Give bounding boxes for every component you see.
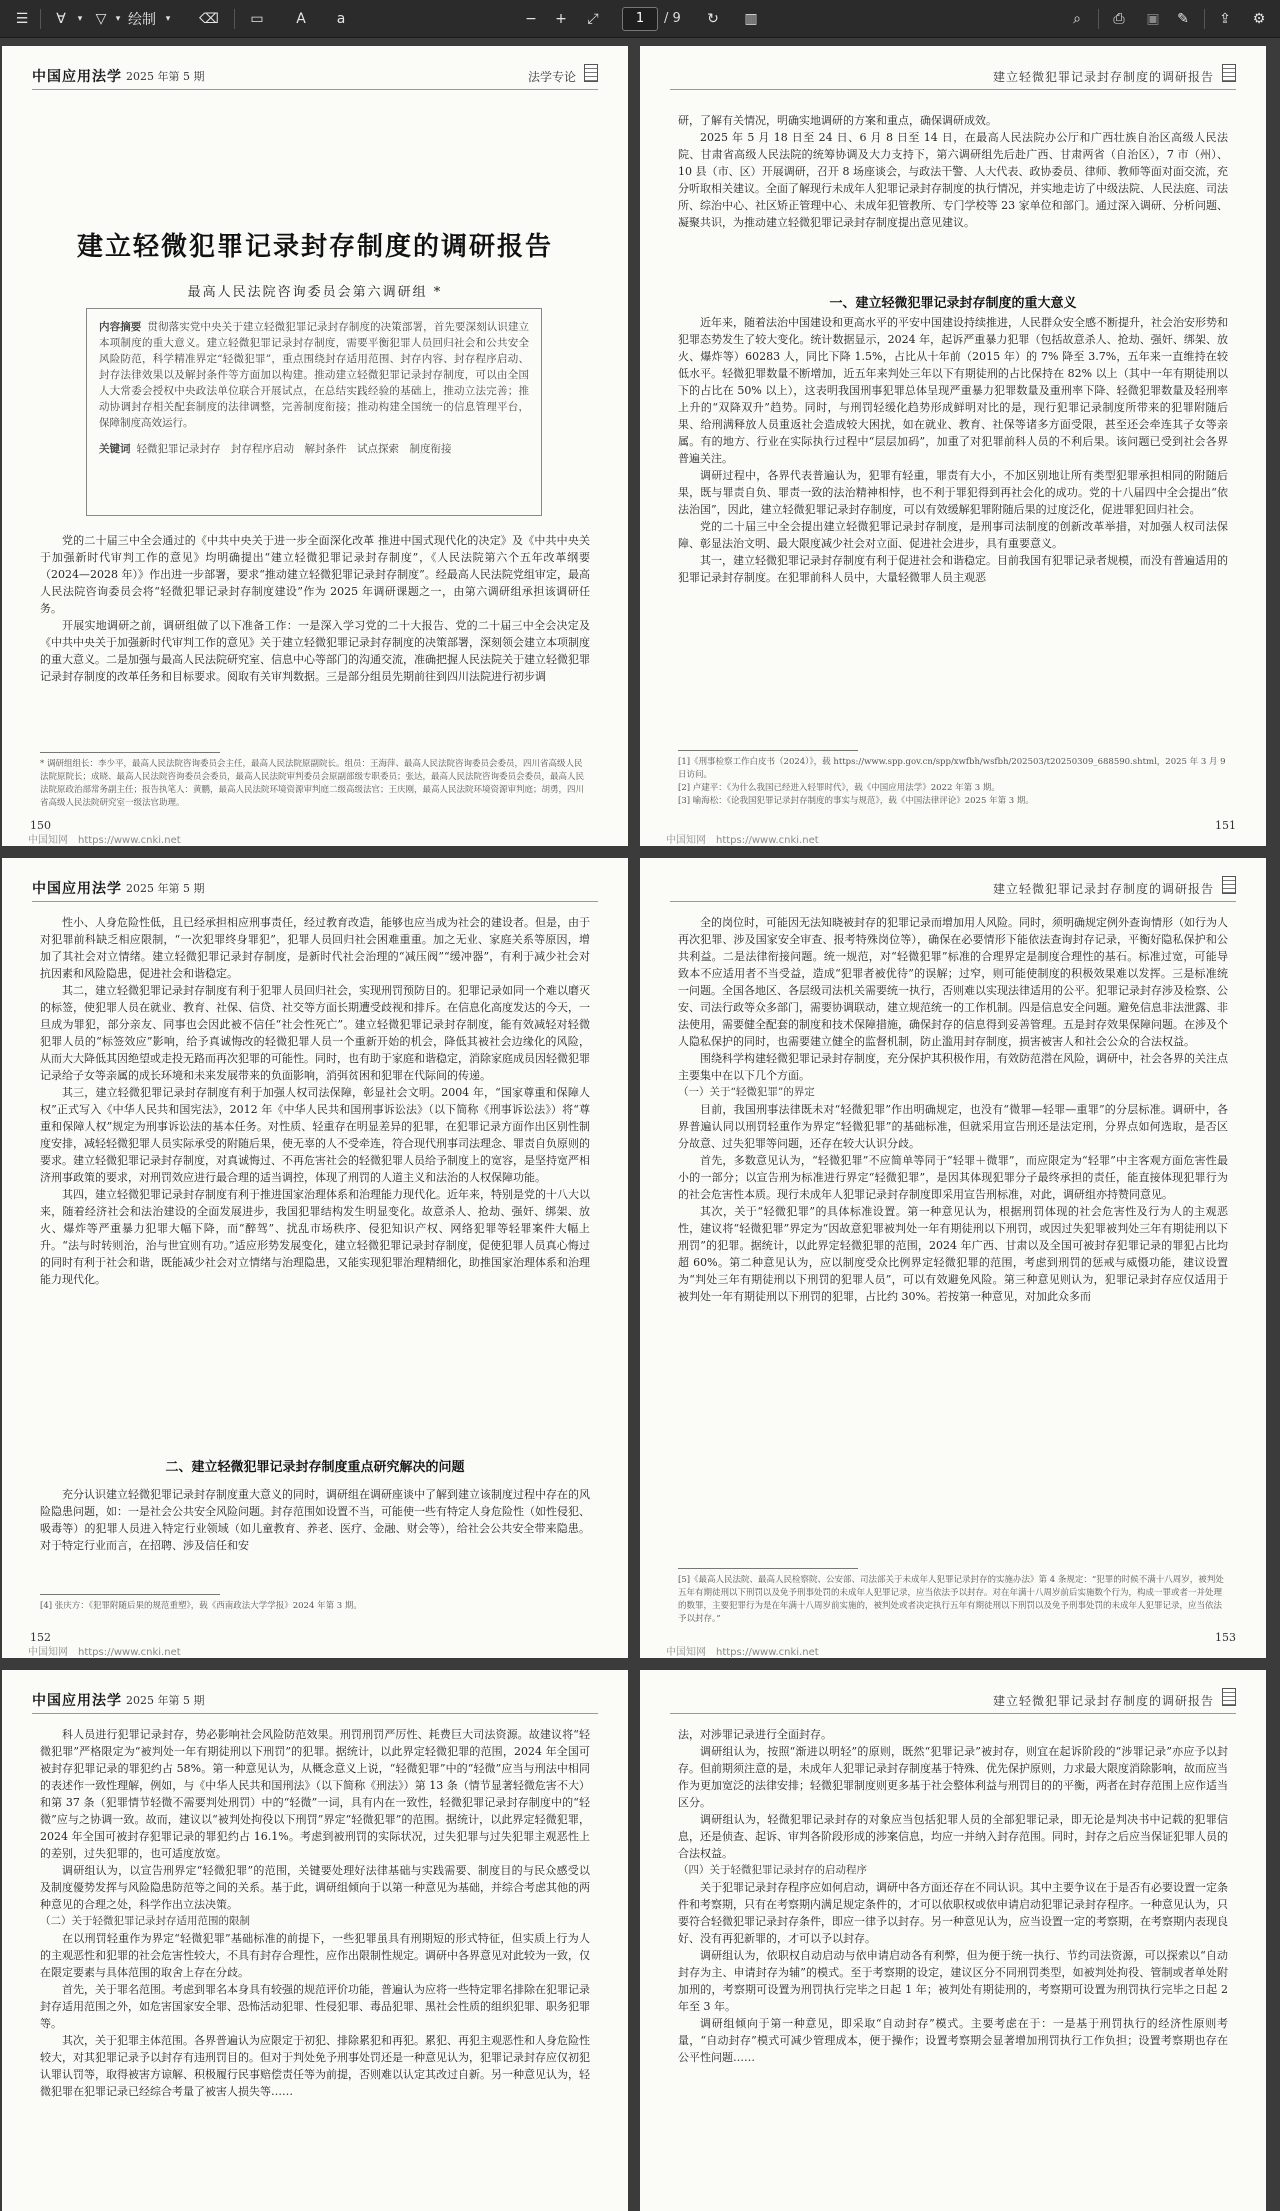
pdf-page-155[interactable] [640, 1670, 1266, 2211]
paragraph: 首先，多数意见认为，“轻微犯罪”不应简单等同于“轻罪＋微罪”，而应限定为“轻罪”中主客观方面危害性最小的一部分；以宣告刑为标准进行界定“轻微犯罪”，是因其体现犯罪分子最终承担的责任，能直接体现犯罪行为的社会危害性本质。现行未成年人犯罪记录封存制度即采用宣告刑标准，对此，调研组亦持赞同意见。 [678, 1154, 1228, 1201]
page-number: 152 [30, 1631, 51, 1644]
keywords [99, 441, 529, 457]
page-view-icon[interactable]: ▥ [744, 11, 758, 27]
save-icon[interactable]: ▣ [1146, 11, 1160, 27]
draw-label: 绘制 [128, 12, 156, 28]
body-text [40, 1726, 590, 2100]
highlighter-icon[interactable]: ∀ [56, 11, 66, 27]
paragraph: 其次，关于犯罪主体范围。各界普遍认为应限定于初犯、排除累犯和再犯。累犯、再犯主观恶性和人身危险性较大，对其犯罪记录予以封存有违刑罚目的。但对于判处免予刑事处罚还是一种意见认为，犯罪记录封存应仅初犯认罪认罚等，取得被害方谅解、积极履行民事赔偿责任等为前提，否则难以认定其改过自新。另一种意见认为，轻微犯罪在犯罪记录已经综合考量了被害人损失等…… [40, 2034, 590, 2098]
pdf-page-153[interactable] [640, 858, 1266, 1658]
footnote: [1]《刑事检察工作白皮书（2024）》，载 https://www.spp.gov.cn/spp/xwfbh/wsfbh/202503/t20250309_688590.shtml，2025 年 3 月 9 日访问。 [678, 757, 1226, 780]
cnki-watermark: 中国知网 https://www.cnki.net [666, 1647, 819, 1658]
toolbar-separator [1204, 9, 1205, 29]
body-text [40, 1486, 590, 1554]
footnote: [4] 张庆方：《犯罪附随后果的规范重塑》，载《西南政法大学学报》2024 年第 3 期。 [40, 1601, 362, 1611]
filter-icon[interactable]: ▽ [95, 11, 107, 27]
paragraph: 党的二十届三中全会通过的《中共中央关于进一步全面深化改革 推进中国式现代化的决定》及《中共中央关于加强新时代审判工作的意见》均明确提出“建立轻微犯罪记录封存制度”，《人民法院第六个五年改革纲要（2024—2028 年）》作出进一步部署，要求“推动建立轻微犯罪记录封存制度”。经最高人民法院党组审定，最高人民法院咨询委员会将“轻微犯罪记录封存制度建设”作为 2025 年调研课题之一，由第六调研组承担该调研任务。 [40, 534, 590, 615]
footnote: [5]《最高人民法院、最高人民检察院、公安部、司法部关于未成年人犯罪记录封存的实施办法》第 4 条规定：“犯罪的时候不满十八周岁，被判处五年有期徒刑以下刑罚以及免予刑事处罚的未成年人犯罪记录，应当依法予以封存。对在年满十八周岁前后实施数个行为，构成一罪或者一并处理的数罪，主要犯罪行为是在年满十八周岁前实施的，被判处或者决定执行五年有期徒刑以下刑罚以及免予刑事处罚的未成年人犯罪记录，应当依法予以封存。” [678, 1575, 1224, 1624]
issue-label: 2025 年第 5 期 [126, 70, 205, 83]
journal-logo: 中国应用法学 [32, 1693, 122, 1709]
paragraph: 2025 年 5 月 18 日至 24 日、6 月 8 日至 14 日，在最高人民法院办公厅和广西壮族自治区高级人民法院、甘肃省高级人民法院的统筹协调及大力支持下，第六调研组先后赴广西、甘肃两省（自治区），7 市（州）、10 县（市、区）开展调研，召开 8 场座谈会，与政法干警、人大代表、政协委员、律师、教师等面对面交流，充分听取相关建议。全面了解现行未成年人犯罪记录封存制度的执行情况，并实地走访了中级法院、人民法庭、司法所、综治中心、社区矫正管理中心、未成年犯管教所、专门学校等 23 家单位和部门。通过深入调研、分析问题、凝聚共识，为推动建立轻微犯罪记录封存制度提出意见建议。 [678, 131, 1228, 229]
cnki-watermark: 中国知网 https://www.cnki.net [666, 835, 819, 846]
body-text [678, 1726, 1228, 2066]
footnote-rule [678, 750, 858, 751]
running-title: 建立轻微犯罪记录封存制度的调研报告 [992, 70, 1214, 84]
document-icon [584, 64, 598, 82]
body-text [40, 532, 590, 685]
settings-gear-icon[interactable]: ⚙ [1252, 11, 1266, 27]
read-aloud-button[interactable] [328, 6, 354, 32]
fit-page-icon[interactable]: ⤢ [587, 11, 599, 27]
document-icon [1222, 876, 1236, 894]
pdf-page-150[interactable] [2, 46, 628, 846]
body-text [678, 914, 1228, 1305]
cnki-watermark: 中国知网 https://www.cnki.net [28, 835, 181, 846]
abstract-body: 贯彻落实党中央关于建立轻微犯罪记录封存制度的决策部署，首先要深刻认识建立本项制度的重大意义。建立轻微犯罪记录封存制度，需要平衡犯罪人员回归社会和公共安全风险防范，科学精准界定“轻微犯罪”，重点围绕封存适用范围、封存内容、封存程序启动、封存法律效果以及解封条件等方面加以构建。推动建立轻微犯罪记录封存制度，可以由全国人大常委会授权中央政法单位联合开展试点，在总结实践经验的基础上，推动立法完善；推动协调封存相关配套制度的法律调整，完善制度衔接；推动构建全国统一的信息管理平台，保障制度高效运行。 [99, 321, 530, 429]
page-header [32, 1686, 598, 1714]
keywords-label: 关键词 [99, 443, 131, 455]
text-size-label: A [296, 11, 306, 27]
pdf-page-154[interactable] [2, 1670, 628, 2211]
paragraph: 其一，建立轻微犯罪记录封存制度有利于促进社会和谐稳定。目前我国有犯罪记录者规模，而没有普遍适用的犯罪记录封存制度。在犯罪前科人员中，大量轻微罪人员主观恶 [678, 554, 1228, 584]
paragraph: 在以刑罚轻重作为界定“轻微犯罪”基础标准的前提下，一些犯罪虽具有刑期短的形式特征，但实质上行为人的主观恶性和犯罪的社会危害性较大，不具有封存合理性，应作出限制性规定。调研中各界意见对此较为一致，仅在限定要素与具体范围的取舍上存在分歧。 [40, 1932, 590, 1979]
document-icon [1222, 64, 1236, 82]
page-header [32, 62, 598, 90]
footnote: * 调研组组长：李少平，最高人民法院咨询委员会主任，最高人民法院原副院长。组员：王海萍、最高人民法院咨询委员会委员，四川省高级人民法院原院长；成晓、最高人民法院咨询委员会委员，最高人民法院审判委员会原副部级专职委员；张达，最高人民法院咨询委员会委员，最高人民法院原政治部常务副主任；报告执笔人：黄鹏，最高人民法院环境资源审判庭二级高级法官；王庆刚，最高人民法院环境资源审判庭；胡勇，四川省高级人民法院研究室一级法官助理。 [40, 759, 585, 808]
paragraph: 调研组认为，按照“渐进以明轻”的原则，既然“犯罪记录”被封存，则宜在起诉阶段的“涉罪记录”亦应予以封存。但前期须注意的是，未成年人犯罪记录封存制度基于特殊、优先保护原则，力求最大限度消除影响，故而应当作为更加宽泛的法律安排；轻微犯罪制度则更多基于社会整体利益与刑罚目的的平衡，两者在封存范围上应作适当区分。 [678, 1745, 1228, 1809]
viewer-toolbar [0, 0, 1280, 38]
abstract-text [99, 319, 529, 431]
eraser-icon[interactable]: ⌫ [199, 11, 219, 27]
chevron-down-icon[interactable]: ▾ [77, 14, 83, 24]
page-number: 151 [1215, 819, 1236, 832]
search-icon[interactable]: ⌕ [1073, 11, 1081, 27]
paragraph: 调研组认为，轻微犯罪记录封存的对象应当包括犯罪人员的全部犯罪记录，即无论是判决书中记载的犯罪信息，还是侦查、起诉、审判各阶段形成的涉案信息，均应一并纳入封存范围。同时，封存之后应当保证犯罪人员的合法权益。 [678, 1813, 1228, 1860]
paragraph: 其次，关于“轻微犯罪”的具体标准设置。第一种意见认为，根据刑罚体现的社会危害性及行为人的主观恶性，建议将“轻微犯罪”界定为“因故意犯罪被判处一年有期徒刑以下刑罚，或因过失犯罪被判处三年有期徒刑以下刑罚”的犯罪。据统计，以此界定轻微犯罪的范围，2024 年广西、甘肃以及全国可被封存犯罪记录的罪犯占比均超 60%。第二种意见认为，应以制度受众比例界定轻微犯罪的范围，考虑到刑罚的惩戒与威慑功能，建议设置为“判处三年有期徒刑以下刑罚的犯罪人员”，可以有效避免风险。第三种意见则认为，犯罪记录封存应仅适用于被判处一年有期徒刑以下刑罚的犯罪，占比约 30%。若按第一种意见，对加此众多而 [678, 1205, 1228, 1303]
footnote-rule [678, 1568, 858, 1569]
subsection-heading: （一）关于“轻微犯罪”的界定 [678, 1086, 815, 1098]
paragraph: 全的岗位时，可能因无法知晓被封存的犯罪记录而增加用人风险。同时，须明确规定例外查询情形（如行为人再次犯罪、涉及国家安全审查、报考特殊岗位等），确保在必要情形下能依法查询封存记录，平衡好隐私保护和公共利益。二是法律衔接问题。统一规范，对“轻微犯罪”标准的合理界定是制度合理性的基石。标准过宽，可能导致本不应适用者不当受益，造成“犯罪者被优待”的误解；过窄，则可能使制度的积极效果难以发挥。三是标准统一问题。全国各地区、各层级司法机关需要统一执行，否则难以实现法律适用的公平。犯罪记录封存涉及检察、公安、司法行政等众多部门，需要协调联动，建立规范统一的工作机制。四是信息安全问题。避免信息非法泄露、非法使用，需要健全配套的制度和技术保障措施，确保封存的信息得到妥善管理。五是封存效果保障问题。在涉及个人隐私保护的同时，也需要建立健全的监督机制，防止滥用封存制度，损害被害人和社会公众的合法权益。 [678, 916, 1228, 1048]
toolbar-separator [234, 9, 235, 29]
paragraph: 首先，关于罪名范围。考虑到罪名本身具有较强的规范评价功能，普遍认为应将一些特定罪名排除在犯罪记录封存适用范围之外，如危害国家安全罪、恐怖活动犯罪、性侵犯罪、毒品犯罪、黑社会性质的组织犯罪、职务犯罪等。 [40, 1983, 590, 2030]
paragraph: 法，对涉罪记录进行全面封存。 [678, 1728, 832, 1741]
text-box-icon[interactable]: ▭ [250, 11, 264, 27]
sidebar-toggle-icon[interactable]: ☰ [15, 11, 29, 27]
pdf-page-151[interactable] [640, 46, 1266, 846]
article-author: 最高人民法院咨询委员会第六调研组 * [187, 285, 443, 300]
paragraph: 性小、人身危险性低，且已经承担相应刑事责任，经过教育改造，能够也应当成为社会的建设者。但是，由于对犯罪前科缺乏相应限制，“一次犯罪终身罪犯”，犯罪人员回归社会困难重重。加之无业、家庭关系等原因，增加了其社会对立情绪。建立轻微犯罪记录封存制度，是新时代社会治理的“减压阀”“缓冲器”，有利于减少社会对抗因素和风险隐患，促进社会和谐稳定。 [40, 916, 590, 980]
page-total: / 9 [664, 11, 681, 26]
draw-button[interactable] [124, 6, 160, 32]
page-number: 153 [1215, 1631, 1236, 1644]
paragraph: 科人员进行犯罪记录封存，势必影响社会风险防范效果。刑罚刑罚严厉性、耗费巨大司法资源。故建议将“轻微犯罪”严格限定为“被判处一年有期徒刑以下刑罚”的犯罪。据统计，以此界定轻微犯罪的范围，2024 年全国可被封存犯罪记录的罪犯约占 58%。第一种意见认为，从概念意义上说，“轻微犯罪”中的“轻微”应当与刑法中相同的表述作一致性理解，例如，与《中华人民共和国刑法》（以下简称《刑法》）第 13 条（情节显著轻微危害不大）和第 37 条（犯罪情节轻微不需要判处刑罚）中的“轻微”一词，具有内在一致性，轻微犯罪记录封存制度中的“轻微”应与之协调一致。故而，建议以“被判处拘役以下刑罚”界定“轻微犯罪”的范围。据统计，以此界定轻微犯罪，2024 年全国可被封存犯罪记录的罪犯约占 16.1%。考虑到被刑罚的实际状况，过失犯罪与过失犯罪主观恶性上的差别，过失犯罪的，也可适度放宽。 [40, 1728, 590, 1860]
page-header [670, 1686, 1236, 1714]
chevron-down-icon[interactable]: ▾ [165, 14, 171, 24]
page-number: 150 [30, 819, 51, 832]
body-text [40, 914, 590, 1288]
subsection-heading: （四）关于轻微犯罪记录封存的启动程序 [678, 1864, 867, 1876]
footnote: [3] 喻海松：《论我国犯罪记录封存制度的事实与规范》，载《中国法律评论》2025 年第 3 期。 [678, 796, 1034, 806]
section-heading: 一、建立轻微犯罪记录封存制度的重大意义 [829, 296, 1077, 311]
paragraph: 党的二十届三中全会提出建立轻微犯罪记录封存制度，是刑事司法制度的创新改革举措，对加强人权司法保障、彰显法治文明、最大限度减少社会对立面、促进社会进步，具有重要意义。 [678, 520, 1228, 550]
chevron-down-icon[interactable]: ▾ [115, 14, 121, 24]
zoom-in-icon[interactable]: + [555, 11, 567, 27]
paragraph: 围绕科学构建轻微犯罪记录封存制度，充分保护其积极作用，有效防范潜在风险，调研中，社会各界的关注点主要集中在以下几个方面。 [678, 1052, 1228, 1082]
text-size-button[interactable] [288, 6, 314, 32]
running-title: 建立轻微犯罪记录封存制度的调研报告 [992, 1694, 1214, 1708]
footnotes [678, 756, 1228, 808]
paragraph: 调研过程中，各界代表普遍认为，犯罪有轻重，罪责有大小，不加区别地让所有类型犯罪承担相同的附随后果，既与罪责自负、罪责一致的法治精神相悖，也不利于罪犯得到再社会化的成功。党的十八届四中全会提出“依法治国”，因此，建立轻微犯罪记录封存制度，可以有效缓解犯罪附随后果的过度泛化，促进罪犯回归社会。 [678, 469, 1228, 516]
pdf-page-152[interactable] [2, 858, 628, 1658]
toolbar-separator [40, 9, 41, 29]
zoom-out-icon[interactable]: − [525, 11, 537, 27]
paragraph: 调研组认为，依职权自动启动与依申请启动各有利弊，但为便于统一执行、节约司法资源，可以探索以“自动封存为主、申请封存为辅”的模式。至于考察期的设定，建议区分不同刑罚类型，如被判处拘役、管制或者单处附加刑的，考察期可设置为刑罚执行完毕之日起 1 年；被判处有期徒刑的，考察期可设置为刑罚执行完毕之日起 2 年至 3 年。 [678, 1949, 1228, 2013]
cnki-watermark: 中国知网 https://www.cnki.net [28, 1647, 181, 1658]
page-header [32, 874, 598, 902]
paragraph: 其三，建立轻微犯罪记录封存制度有利于加强人权司法保障，彰显社会文明。2004 年，“国家尊重和保障人权”正式写入《中华人民共和国宪法》，2012 年《中华人民共和国刑事诉讼法》（以下简称《刑事诉讼法》）将“尊重和保障人权”规定为刑事诉讼法的基本任务。对性质、轻重存在明显差异的犯罪，在犯罪记录方面作出区别性制度安排，减轻轻微犯罪人员实际承受的附随后果，使无辜的人不受牵连，符合现代刑事司法理念、罪责自负原则的要求。建立轻微犯罪记录封存制度，对真诚悔过、不再危害社会的轻微犯罪人员给予制度上的宽容，是坚持宽严相济刑事政策的要求，对刑罚效应进行最合理的适当调控，体现了刑罚的人道主义和法治的人权保障功能。 [40, 1086, 590, 1184]
journal-logo: 中国应用法学 [32, 881, 122, 897]
paragraph: 调研组倾向于第一种意见，即采取“自动封存”模式。主要考虑在于：一是基于刑罚执行的经济性原则考量，“自动封存”模式可减少管理成本，便于操作；设置考察期会显著增加刑罚执行工作负担；设置考察期也存在公平性问题…… [678, 2017, 1228, 2064]
paragraph: 开展实地调研之前，调研组做了以下准备工作：一是深入学习党的二十大报告、党的二十届三中全会决定及《中共中央关于加强新时代审判工作的意见》关于建立轻微犯罪记录封存制度的决策部署，深刻领会建立本项制度的重大意义。二是加强与最高人民法院研究室、信息中心等部门的沟通交流，准确把握人民法院关于建立轻微犯罪记录封存制度的改革任务和目标要求。阅取有关审判数据。三是部分组员先期前往到四川法院进行初步调 [40, 619, 590, 683]
issue-label: 2025 年第 5 期 [126, 882, 205, 895]
page-number-input[interactable] [622, 7, 658, 31]
document-icon [1222, 1688, 1236, 1706]
paragraph: 关于犯罪记录封存程序应如何启动，调研中各方面还存在不同认识。其中主要争议在于是否有必要设置一定条件和考察期，只有在考察期内满足规定条件的，才可以依职权或依申请启动犯罪记录封存程序。一种意见认为，只要符合轻微犯罪记录封存条件，即应一律予以封存。另一种意见认为，应当设置一定的考察期，在考察期内表现良好、没有再犯新罪的，才可以予以封存。 [678, 1881, 1228, 1945]
abstract-label: 内容摘要 [99, 321, 142, 333]
rotate-icon[interactable]: ↻ [707, 11, 719, 27]
paragraph: 充分认识建立轻微犯罪记录封存制度重大意义的同时，调研组在调研座谈中了解到建立该制度过程中存在的风险隐患问题，如：一是社会公共安全风险问题。封存范围如设置不当，可能使一些有特定人身危险性（如性侵犯、吸毒等）的犯罪人员进入特定行业领域（如儿童教育、养老、医疗、金融、财会等），给社会公共安全带来隐患。对于特定行业而言，在招聘、涉及信任和安 [40, 1488, 590, 1552]
abstract-box [86, 308, 542, 516]
print-icon[interactable]: ⎙ [1113, 11, 1125, 27]
section-label: 法学专论 [527, 70, 576, 84]
page-current: 1 [635, 11, 645, 26]
footnote-rule [40, 752, 220, 753]
subsection-heading: （二）关于轻微犯罪记录封存适用范围的限制 [40, 1915, 250, 1927]
section-heading: 二、建立轻微犯罪记录封存制度重点研究解决的问题 [165, 1460, 465, 1475]
paragraph: 目前，我国刑事法律既未对“轻微犯罪”作出明确规定，也没有“微罪—轻罪—重罪”的分层标准。调研中，各界普遍认同以刑罚轻重作为界定“轻微犯罪”的基础标准，但就采用宣告刑还是法定刑，分界点如何选取，是否区分故意、过失犯罪等问题，还存在较大认识分歧。 [678, 1103, 1228, 1150]
page-header [670, 874, 1236, 902]
share-icon[interactable]: ⇪ [1219, 11, 1231, 27]
paragraph: 近年来，随着法治中国建设和更高水平的平安中国建设持续推进，人民群众安全感不断提升，社会治安形势和犯罪态势发生了较大变化。统计数据显示，2024 年，起诉严重暴力犯罪（包括故意杀人、抢劫、强奸、绑架、放火、爆炸等）60283 人，同比下降 1.5%，占比从十年前（2015 年）的 7% 降至 3.7%，五年来一直维持在较低水平。轻微犯罪数量不断增加，近五年来判处三年以下有期徒刑的占比保持在 82% 以上（其中一年有期徒刑以下的占比在 50% 以上），这表明我国刑事犯罪总体呈现严重暴力犯罪数量及重刑率下降、轻微犯罪数量及轻刑率上升的“双降双升”趋势。同时，与刑罚轻缓化趋势形成鲜明对比的是，现行犯罪记录制度所带来的犯罪附随后果、给刑满释放人员重返社会造成较大困扰，如在就业、教育、社保等诸多方面受限，甚至还会牵连其子女等亲属。有的地方、行业在实际执行过程中“层层加码”，加重了对犯罪前科人员的不利后果。该问题已受到社会各界普遍关注。 [678, 316, 1228, 465]
read-aloud-label: a [336, 11, 346, 27]
running-title: 建立轻微犯罪记录封存制度的调研报告 [992, 882, 1214, 896]
footnote: [2] 卢建平：《为什么我国已经进入轻罪时代》，载《中国应用法学》2022 年第 3 期。 [678, 783, 1000, 793]
paragraph: 其四，建立轻微犯罪记录封存制度有利于推进国家治理体系和治理能力现代化。近年来，特别是党的十八大以来，随着经济社会和法治建设的全面发展进步，我国犯罪结构发生明显变化。故意杀人、抢劫、强奸、绑架、放火、爆炸等严重暴力犯罪大幅下降，而“醉驾”、扰乱市场秩序、侵犯知识产权、网络犯罪等轻罪案件大幅上升。“法与时转则治，治与世宜则有功。”适应形势发展变化，建立轻微犯罪记录封存制度，促使犯罪人员真心悔过的同时有利于社会和谐，既能减少社会对立情绪与治理隐患，又能实现犯罪治理精细化，助推国家治理体系和治理能力现代化。 [40, 1188, 590, 1286]
journal-logo: 中国应用法学 [32, 69, 122, 85]
edit-icon[interactable]: ✎ [1177, 11, 1189, 27]
page-header [670, 62, 1236, 90]
toolbar-separator [1098, 9, 1099, 29]
body-text [678, 314, 1228, 586]
issue-label: 2025 年第 5 期 [126, 1694, 205, 1707]
article-title: 建立轻微犯罪记录封存制度的调研报告 [76, 232, 553, 262]
footnote-rule [40, 1594, 220, 1595]
paragraph: 调研组认为，以宣告刑界定“轻微犯罪”的范围，关键要处理好法律基础与实践需要、制度目的与民众感受以及制度優势发挥与风险隐患防范等之间的关系。基于此，调研组倾向于以第一种意见为基础，并综合考虑其他的两种意见的合理之处，科学作出立法决策。 [40, 1864, 590, 1911]
paragraph: 研，了解有关情况，明确实地调研的方案和重点，确保调研成效。 [678, 114, 997, 127]
body-text [678, 112, 1228, 231]
keywords-body: 轻微犯罪记录封存 封存程序启动 解封条件 试点探索 制度衔接 [136, 443, 452, 455]
paragraph: 其二，建立轻微犯罪记录封存制度有利于犯罪人员回归社会，实现刑罚预防目的。犯罪记录如同一个难以磨灭的标签，使犯罪人员在就业、教育、社保、信贷、社交等方面长期遭受歧视和排斥。在信息化高度发达的今天，一旦成为罪犯，部分亲友、同事也会因此被不信任“社会性死亡”。建立轻微犯罪记录封存制度，能有效减轻对轻微犯罪人员的“标签效应”影响，给予真诚悔改的轻微犯罪人员一个重新开始的机会，降低其被社会边缘化的风险，从而大大降低其因绝望或走投无路而再次犯罪的可能性。同时，也有助于家庭和谐稳定，消除家庭成员因轻微犯罪记录给子女等亲属的成长环境和未来发展带来的负面影响，消弭贫困和犯罪在代际间的传递。 [40, 984, 590, 1082]
